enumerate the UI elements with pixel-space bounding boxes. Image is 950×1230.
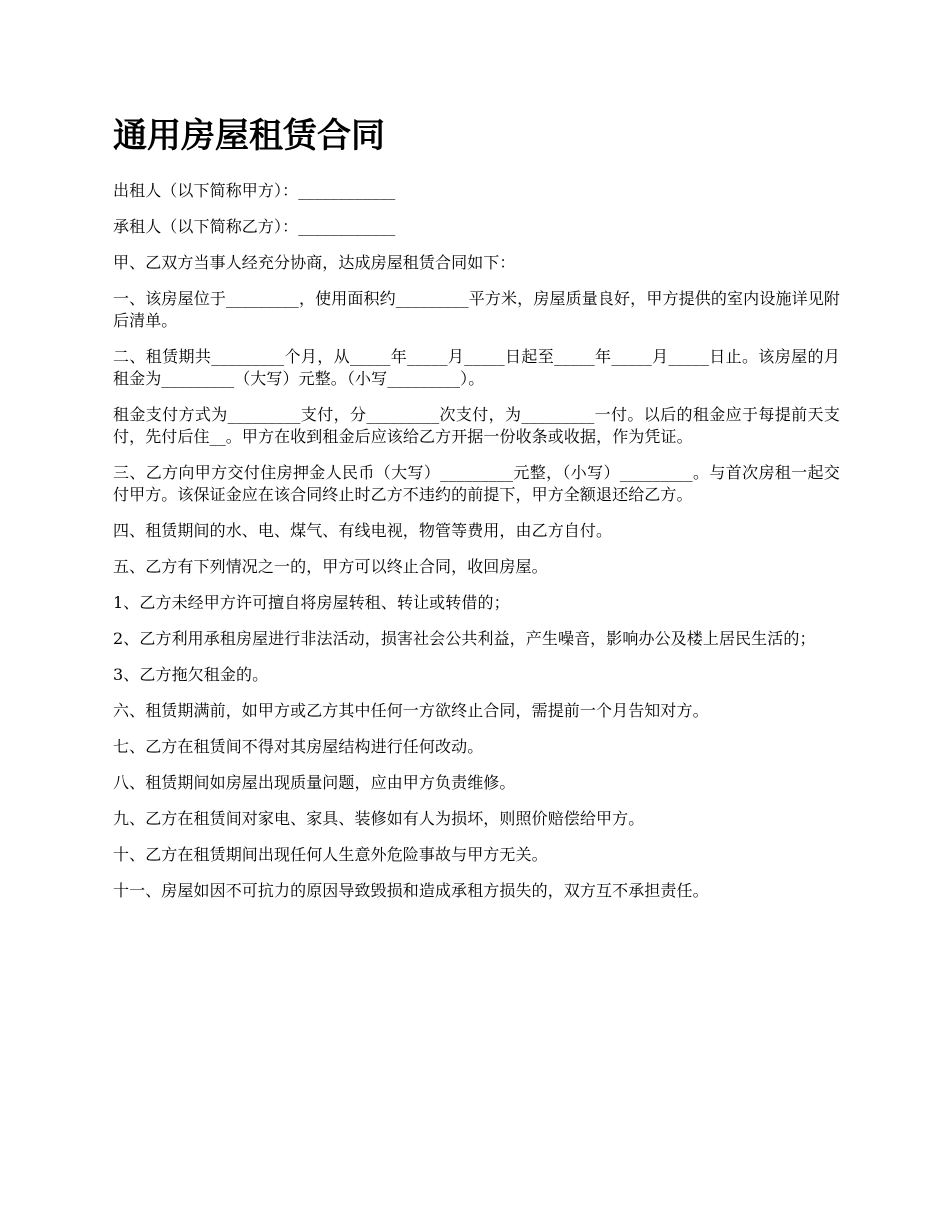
clause-10-paragraph: 十、乙方在租赁期间出现任何人生意外危险事故与甲方无关。 bbox=[113, 845, 548, 864]
clause-5-item-2: 2、乙方利用承租房屋进行非法活动，损害社会公共利益，产生噪音，影响办公及楼上居民生活的； bbox=[113, 629, 816, 648]
clause-5-item-3: 3、乙方拖欠租金的。 bbox=[113, 665, 269, 684]
clause-3-paragraph: 三、乙方向甲方交付住房押金人民币（大写）_________元整，（小写）_________。与首次房租一起交付甲方。该保证金应在该合同终止时乙方不违约的前提下，甲方全额退还给乙方。 bbox=[113, 463, 840, 504]
clause-5-paragraph: 五、乙方有下列情况之一的，甲方可以终止合同，收回房屋。 bbox=[113, 557, 548, 576]
clause-5-item-1: 1、乙方未经甲方许可擅自将房屋转租、转让或转借的； bbox=[113, 593, 510, 612]
document-title: 通用房屋租赁合同 bbox=[113, 116, 385, 156]
document-body bbox=[113, 180, 840, 916]
clause-4-paragraph: 四、租赁期间的水、电、煤气、有线电视，物管等费用，由乙方自付。 bbox=[113, 521, 613, 540]
clause-2-paragraph: 二、租赁期共_________个月，从_____年_____月_____日起至_____年_____月_____日止。该房屋的月租金为_________（大写）元整。（小写_________）。 bbox=[113, 347, 840, 388]
payment-method-paragraph: 租金支付方式为_________支付，分_________次支付，为_________一付。以后的租金应于每提前天支付，先付后住__。甲方在收到租金后应该给乙方开据一份收条或收据，作为凭证。 bbox=[113, 405, 840, 446]
preamble-paragraph: 甲、乙双方当事人经充分协商，达成房屋租赁合同如下： bbox=[113, 253, 516, 272]
lessee-line: 承租人（以下简称乙方）：____________ bbox=[113, 217, 396, 236]
clause-1-paragraph: 一、该房屋位于_________，使用面积约_________平方米，房屋质量良好，甲方提供的室内设施详见附后清单。 bbox=[113, 289, 840, 330]
clause-9-paragraph: 九、乙方在租赁间对家电、家具、装修如有人为损坏，则照价赔偿给甲方。 bbox=[113, 809, 645, 828]
clause-6-paragraph: 六、租赁期满前，如甲方或乙方其中任何一方欲终止合同，需提前一个月告知对方。 bbox=[113, 701, 709, 720]
lessor-line: 出租人（以下简称甲方）：____________ bbox=[113, 181, 396, 200]
clause-11-paragraph: 十一、房屋如因不可抗力的原因导致毁损和造成承租方损失的，双方互不承担责任。 bbox=[113, 881, 709, 900]
clause-8-paragraph: 八、租赁期间如房屋出现质量问题，应由甲方负责维修。 bbox=[113, 773, 516, 792]
clause-7-paragraph: 七、乙方在租赁间不得对其房屋结构进行任何改动。 bbox=[113, 737, 484, 756]
